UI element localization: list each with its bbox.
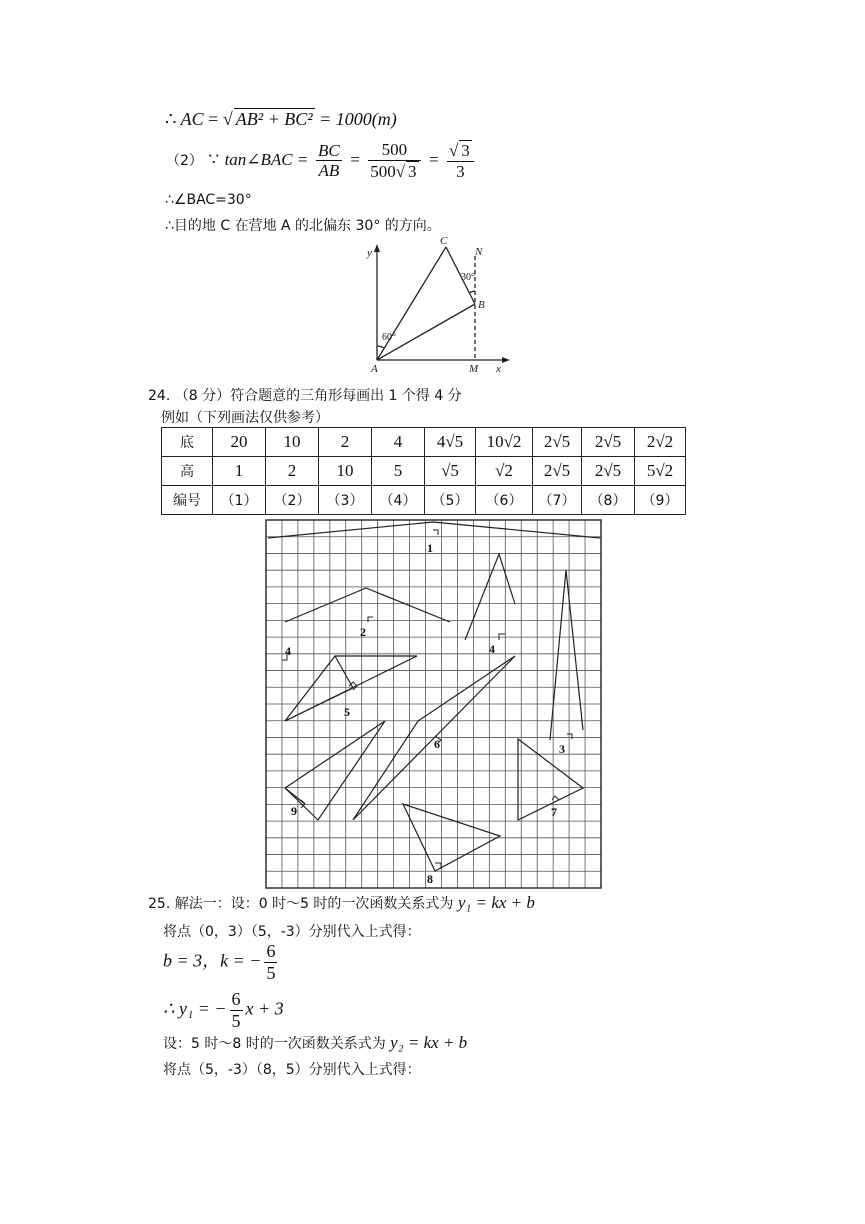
ac-lhs: AC — [180, 109, 204, 129]
fraction-bc-ab — [316, 141, 342, 181]
table-row-base — [162, 428, 686, 457]
triangle-label-3: 3 — [559, 742, 565, 756]
tan-function: tan∠BAC — [224, 150, 293, 170]
because-symbol: ∵ — [208, 150, 220, 170]
table-cell: （9） — [635, 486, 686, 515]
bearing-diagram — [360, 234, 520, 374]
triangle-label-4b: 4 — [489, 642, 495, 656]
equals-sign: = — [298, 150, 308, 170]
table-row-id — [162, 486, 686, 515]
label-n: N — [475, 246, 483, 258]
table-cell: 4 — [372, 428, 425, 457]
table-cell: 5 — [372, 457, 425, 486]
triangle-3 — [550, 570, 583, 740]
table-cell: （3） — [319, 486, 372, 515]
setup-y2-text: 设：5 时～8 时的一次函数关系式为 — [163, 1036, 386, 1052]
label-angle-30: 30° — [461, 272, 475, 283]
ac-equation: ∴ AC = √ AB² + BC² = 1000(m) — [165, 109, 397, 129]
sub-label-2: （2） — [166, 153, 203, 170]
fraction-numerator: 6 — [266, 941, 276, 961]
function-y1-pre: ∴ y₁ = − — [163, 998, 227, 1019]
table-cell: （2） — [266, 486, 319, 515]
right-angle-mark-3 — [567, 734, 572, 739]
triangle-4b — [465, 554, 515, 640]
triangle-label-6: 6 — [434, 737, 440, 751]
fraction-6-5 — [264, 941, 277, 983]
tan-equation: （2） ∵ tan∠BAC = $\frac{BC}{AB}$ = $\frac{500}{500√ 3}$ = $\frac{√ 3}{3}$ — [166, 140, 477, 181]
fraction-sqrt3-3: $\frac{√ 3}{3}$ — [447, 140, 474, 181]
root-content: 3 — [461, 141, 470, 160]
function-y1-post: x + 3 — [245, 998, 284, 1019]
angle-conclusion: ∴∠BAC=30° — [165, 192, 252, 208]
fraction-numerator: 500 — [381, 140, 408, 159]
triangle-grid-figure — [265, 518, 603, 890]
question-24-subheading: 例如（下列画法仅供参考） — [161, 410, 329, 426]
table-cell: 20 — [213, 428, 266, 457]
table-cell: （1） — [213, 486, 266, 515]
triangle-5 — [285, 656, 353, 721]
label-a: A — [371, 363, 378, 374]
root-content: 3 — [408, 161, 417, 181]
table-cell: （5） — [425, 486, 476, 515]
table-cell: 2 — [319, 428, 372, 457]
table-cell: （6） — [476, 486, 533, 515]
triangle-label-1: 1 — [427, 541, 433, 555]
fraction-numerator: 6 — [231, 989, 241, 1009]
table-row-label: 高 — [162, 457, 213, 486]
right-angle-mark-1 — [433, 530, 438, 535]
y-axis-arrow-icon — [374, 244, 380, 252]
fraction-denominator: 500 — [370, 161, 396, 181]
table-cell: 2√5 — [582, 428, 635, 457]
label-b: B — [478, 299, 485, 311]
table-cell: √5 — [425, 457, 476, 486]
triangle-label-7: 7 — [551, 805, 557, 819]
table-cell: 1 — [213, 457, 266, 486]
triangle-label-8: 8 — [427, 872, 433, 886]
function-y1 — [163, 989, 284, 1031]
fraction-denominator: 5 — [231, 1010, 241, 1031]
table-cell: 10 — [319, 457, 372, 486]
substitution-line-1: 将点（0，3）（5，-3）分别代入上式得： — [163, 924, 421, 940]
ac-root-content: AB² + BC² — [235, 109, 313, 129]
label-m: M — [469, 363, 479, 374]
label-angle-60: 60° — [382, 332, 396, 343]
label-y: y — [367, 247, 372, 259]
table-cell: √2 — [476, 457, 533, 486]
table-cell: 4√5 — [425, 428, 476, 457]
fraction-denominator: 3 — [447, 161, 474, 182]
question-24-heading: 24. （8 分）符合题意的三角形每画出 1 个得 4 分 — [148, 388, 462, 404]
angle-30-arc — [469, 291, 475, 293]
label-x: x — [496, 363, 501, 374]
table-cell: 10 — [266, 428, 319, 457]
table-cell: 2√5 — [582, 457, 635, 486]
triangle-label-9: 9 — [291, 804, 297, 818]
formula-y2: y₂ = kx + b — [390, 1033, 468, 1052]
fraction-numerator: BC — [318, 140, 340, 160]
triangle-9 — [285, 721, 385, 820]
angle-60-arc — [377, 346, 384, 348]
substitution-line-2: 将点（5，-3）（8，5）分别代入上式得： — [163, 1062, 421, 1078]
table-row-height — [162, 457, 686, 486]
segment-ac — [377, 247, 446, 360]
table-cell: 2√2 — [635, 428, 686, 457]
table-cell: 5√2 — [635, 457, 686, 486]
table-cell: 2√5 — [533, 428, 582, 457]
table-row-label: 编号 — [162, 486, 213, 515]
table-cell: （4） — [372, 486, 425, 515]
right-angle-mark-2 — [368, 617, 373, 622]
table-row-label: 底 — [162, 428, 213, 457]
triangle-label-5: 5 — [344, 705, 350, 719]
triangle-label-2: 2 — [360, 625, 366, 639]
question-25-heading — [148, 893, 535, 913]
fraction-500: $\frac{500}{500√ 3}$ — [368, 140, 420, 181]
solution-b-k — [163, 941, 280, 983]
triangle-label-4: 4 — [285, 644, 291, 658]
question-25-heading-text: 25. 解法一：设：0 时～5 时的一次函数关系式为 — [148, 896, 454, 912]
direction-conclusion: ∴目的地 C 在营地 A 的北偏东 30° 的方向。 — [165, 218, 441, 234]
formula-y1: y₁ = kx + b — [457, 893, 535, 912]
setup-y2 — [163, 1033, 467, 1053]
ac-result: = 1000(m) — [319, 109, 397, 129]
therefore-symbol: ∴ — [165, 109, 177, 129]
x-axis-arrow-icon — [502, 357, 510, 363]
table-cell: 2 — [266, 457, 319, 486]
fraction-6-5 — [230, 989, 243, 1031]
triangle-table — [161, 427, 686, 515]
equals-sign: = — [208, 109, 219, 129]
table-cell: （8） — [582, 486, 635, 515]
table-cell: 10√2 — [476, 428, 533, 457]
label-c: C — [440, 235, 448, 247]
solution-b-k-text: b = 3，k = − — [163, 950, 262, 971]
table-cell: （7） — [533, 486, 582, 515]
fraction-denominator: AB — [316, 160, 342, 181]
table-cell: 2√5 — [533, 457, 582, 486]
fraction-denominator: 5 — [266, 962, 276, 983]
